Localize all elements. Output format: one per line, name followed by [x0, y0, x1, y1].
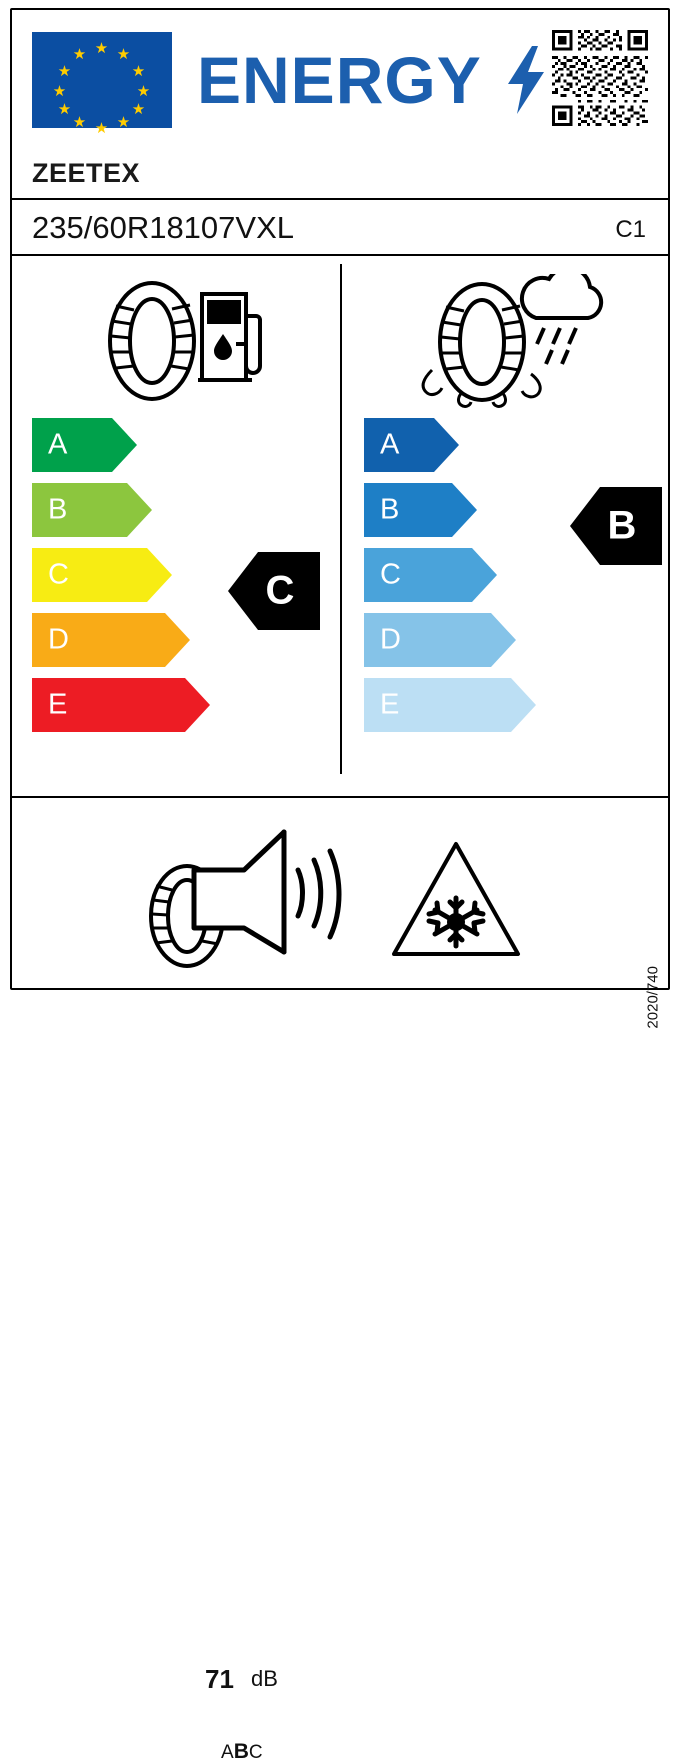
grade-row — [364, 548, 554, 602]
noise-class-scale — [221, 1740, 263, 1764]
wet-selected-grade: B — [607, 503, 637, 548]
grade-row — [32, 418, 222, 472]
label-header — [12, 10, 668, 136]
fuel-efficiency-pictogram — [90, 276, 270, 406]
eu-star: ★ — [52, 83, 67, 100]
year-code: 2020/740 — [645, 966, 662, 1029]
noise-snow-section — [12, 798, 668, 1763]
eu-flag-icon — [32, 32, 172, 137]
eu-star: ★ — [94, 120, 109, 137]
rain-cloud-icon — [522, 274, 601, 364]
grade-row — [364, 613, 554, 667]
grade-row — [32, 548, 222, 602]
tyre-size: 235/60R18107VXL — [32, 210, 295, 245]
fuel-selected-grade: C — [265, 568, 295, 613]
noise-class-a: A — [221, 1742, 234, 1763]
fuel-pump-icon — [198, 294, 260, 380]
eu-star: ★ — [131, 101, 146, 118]
grade-letter: C — [48, 558, 69, 591]
grade-letter: C — [380, 558, 401, 591]
grade-letter: A — [48, 428, 68, 461]
grade-letter: A — [380, 428, 400, 461]
eu-star: ★ — [136, 83, 151, 100]
eu-star: ★ — [72, 46, 87, 63]
noise-unit: dB — [251, 1666, 278, 1691]
grade-letter: E — [380, 688, 400, 721]
qr-code-icon — [552, 30, 648, 126]
noise-class-b: B — [233, 1740, 249, 1763]
eu-star: ★ — [116, 114, 131, 131]
divider-brand — [12, 198, 668, 200]
noise-class-c: C — [248, 1742, 263, 1763]
eu-star: ★ — [57, 101, 72, 118]
grade-letter: E — [48, 688, 68, 721]
grade-arrow — [364, 418, 459, 472]
wet-grip-pictogram — [410, 274, 610, 414]
wet-selected-pointer — [570, 487, 662, 565]
grade-row — [32, 678, 222, 732]
fuel-selected-pointer — [228, 552, 320, 630]
lightning-bolt-icon — [506, 46, 546, 114]
energy-title: ENERGY — [197, 43, 482, 117]
eu-star: ★ — [94, 40, 109, 57]
grade-letter: B — [380, 493, 400, 526]
grade-letter: D — [380, 623, 401, 656]
tyre-icon — [110, 283, 194, 399]
eu-star: ★ — [57, 63, 72, 80]
noise-pictogram — [132, 828, 362, 978]
grade-letter: B — [48, 493, 68, 526]
grade-row — [32, 613, 222, 667]
energy-label — [10, 8, 670, 1763]
fuel-grade-list — [32, 418, 222, 743]
vertical-divider — [340, 264, 342, 774]
eu-star: ★ — [131, 63, 146, 80]
eu-star: ★ — [72, 114, 87, 131]
brand-name: ZEETEX — [32, 158, 141, 188]
eu-star: ★ — [116, 46, 131, 63]
grade-row — [32, 483, 222, 537]
snowflake-mountain-icon — [390, 836, 522, 966]
grade-letter: D — [48, 623, 69, 656]
noise-value: 71 — [205, 1664, 234, 1694]
grade-row — [364, 678, 554, 732]
grades-section — [12, 256, 668, 784]
wet-grade-list — [364, 418, 554, 743]
tyre-class-code: C1 — [615, 216, 646, 243]
grade-row — [364, 483, 554, 537]
grade-row — [364, 418, 554, 472]
